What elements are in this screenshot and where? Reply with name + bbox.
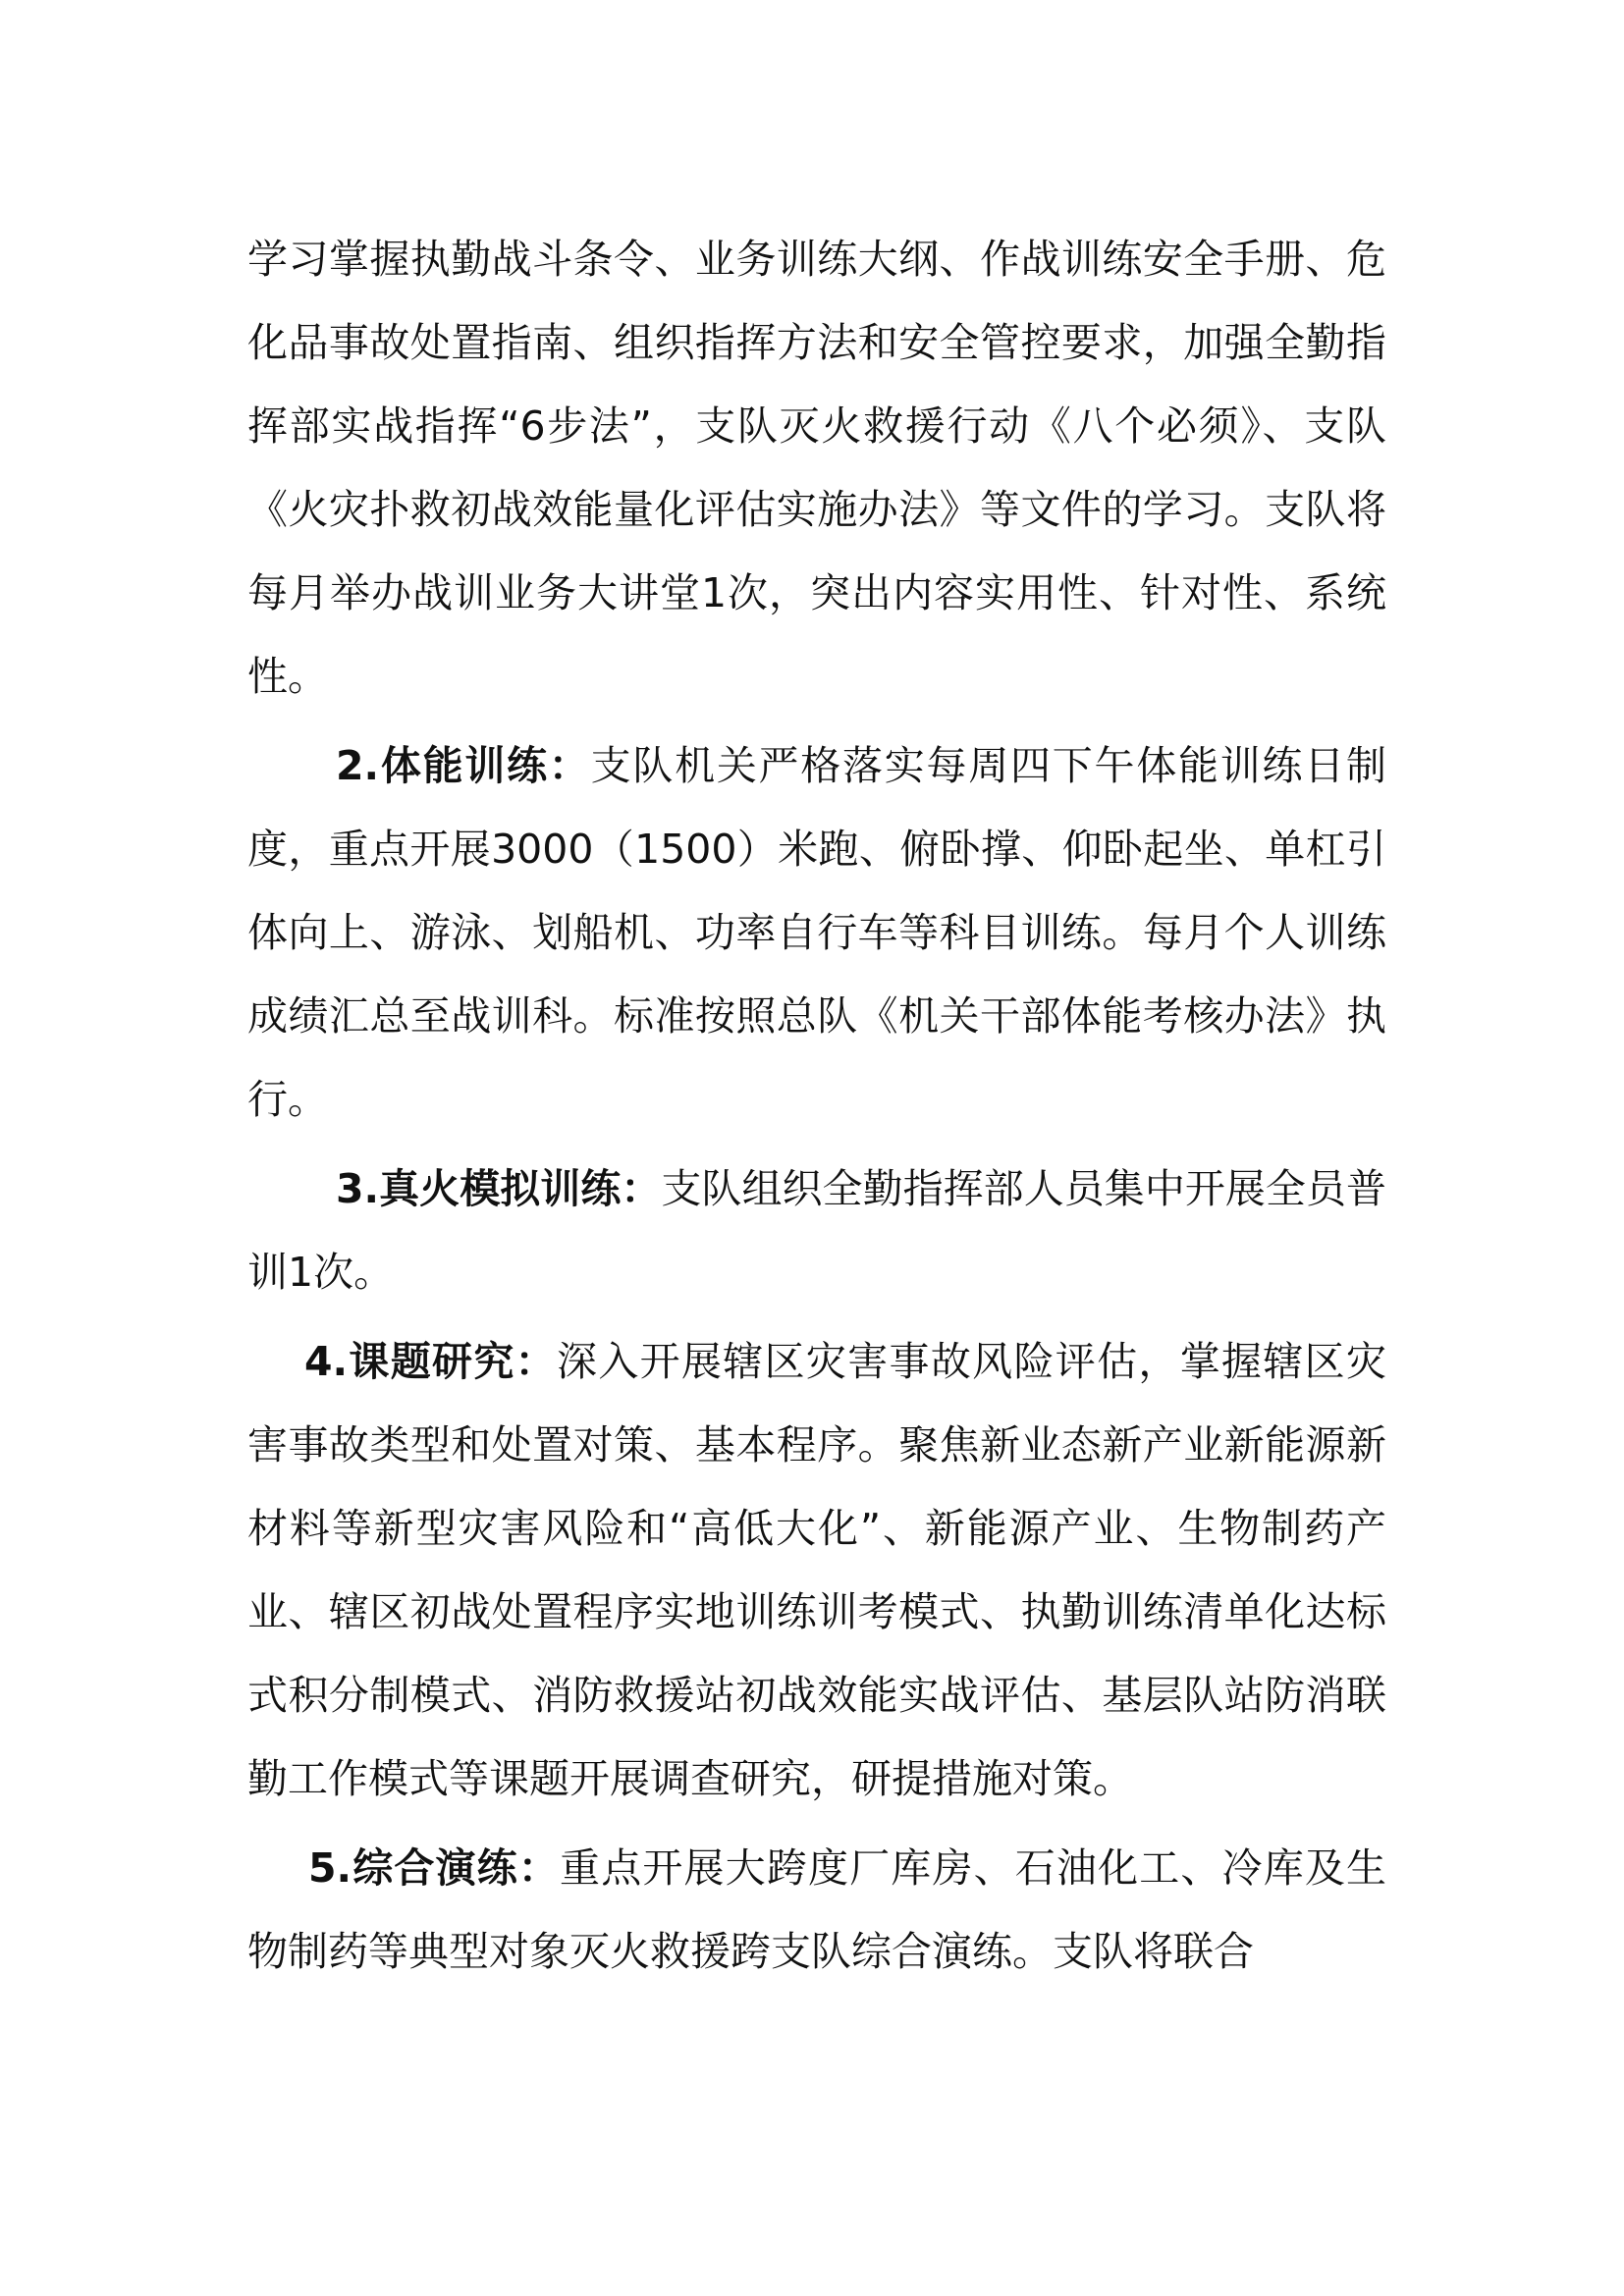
paragraph-fitness-text: 支队机关严格落实每周四下午体能训练日制度，重点开展3000（1500）米跑、俯卧撑、仰卧起坐、单杠引体向上、游泳、划船机、功率自行车等科目训练。每月个人训练成绩汇总至战训科。标准按照总队《机关干部体能考核办法》执行。 — [247, 742, 1386, 1123]
paragraph-research-heading: 4.课题研究： — [304, 1338, 557, 1385]
paragraph-exercise — [247, 1827, 1386, 1994]
paragraph-study — [247, 218, 1386, 719]
paragraph-exercise-heading: 5.综合演练： — [308, 1844, 561, 1892]
paragraph-exercise-text: 重点开展大跨度厂库房、石油化工、冷库及生物制药等典型对象灭火救援跨支队综合演练。支队将联合 — [247, 1844, 1387, 1975]
document-body — [247, 218, 1386, 1994]
paragraph-fire-simulation-heading: 3.真火模拟训练： — [336, 1165, 662, 1212]
paragraph-fire-simulation — [247, 1148, 1386, 1314]
paragraph-fitness-heading: 2.体能训练： — [336, 742, 591, 789]
paragraph-research — [247, 1320, 1386, 1821]
paragraph-fire-simulation-text: 支队组织全勤指挥部人员集中开展全员普训1次。 — [247, 1165, 1386, 1296]
paragraph-fitness-training — [247, 724, 1386, 1142]
paragraph-research-text: 深入开展辖区灾害事故风险评估，掌握辖区灾害事故类型和处置对策、基本程序。聚焦新业态新产业新能源新材料等新型灾害风险和“高低大化”、新能源产业、生物制药产业、辖区初战处置程序实地训练训考模式、执勤训练清单化达标式积分制模式、消防救援站初战效能实战评估、基层队站防消联勤工作模式等课题开展调查研究，研提措施对策。 — [247, 1338, 1386, 1802]
paragraph-study-text: 学习掌握执勤战斗条令、业务训练大纲、作战训练安全手册、危化品事故处置指南、组织指挥方法和安全管控要求，加强全勤指挥部实战指挥“6步法”，支队灭火救援行动《八个必须》、支队《火灾扑救初战效能量化评估实施办法》等文件的学习。支队将每月举办战训业务大讲堂1次，突出内容实用性、针对性、系统性。 — [247, 236, 1386, 700]
